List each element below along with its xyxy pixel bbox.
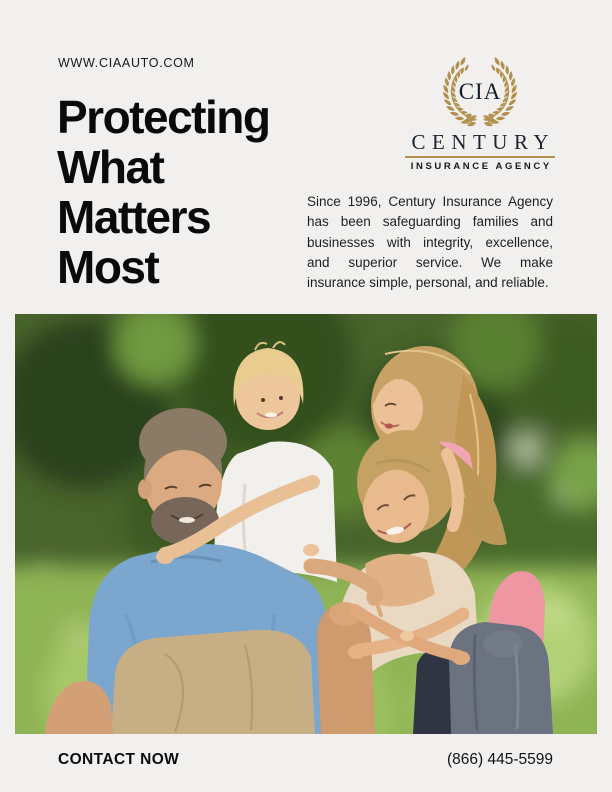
phone-number: (866) 445-5599 xyxy=(447,751,553,768)
company-logo xyxy=(427,55,533,135)
headline xyxy=(57,92,327,292)
logo-divider xyxy=(405,156,555,158)
headline-line-1: Protecting xyxy=(57,91,270,143)
intro-paragraph: Since 1996, Century Insurance Agency has been safeguarding families and businesses with integrity, excellence, and superior service. We make insurance simple, personal, and reliable. xyxy=(307,194,553,291)
headline-line-4: Most xyxy=(57,241,159,293)
headline-line-3: Matters xyxy=(57,191,211,243)
logo-tagline: INSURANCE AGENCY xyxy=(410,161,552,172)
family-photo xyxy=(15,314,597,734)
headline-line-2: What xyxy=(57,141,164,193)
website-url: WWW.CIAAUTO.COM xyxy=(58,56,195,70)
logo-name: CENTURY xyxy=(411,130,555,154)
logo-monogram: CIA xyxy=(458,79,502,104)
family-photo-illustration xyxy=(15,314,597,734)
contact-now-label: CONTACT NOW xyxy=(58,751,180,768)
